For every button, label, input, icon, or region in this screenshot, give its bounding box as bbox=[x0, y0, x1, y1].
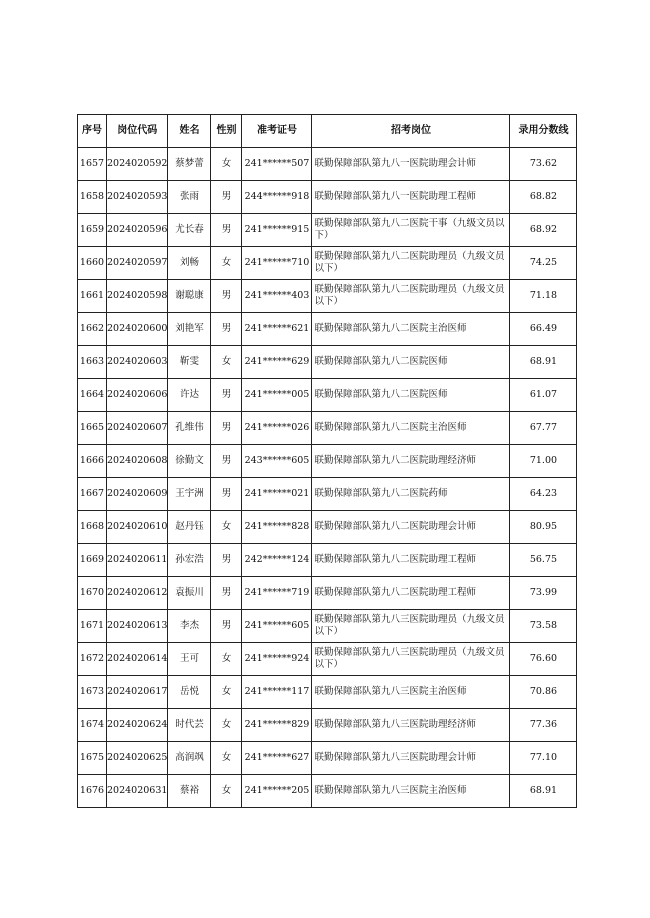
gender-cell: 女 bbox=[211, 643, 242, 676]
gender-cell: 女 bbox=[211, 709, 242, 742]
score-cell: 67.77 bbox=[510, 412, 577, 445]
table-row bbox=[78, 247, 577, 280]
gender-cell: 男 bbox=[211, 280, 242, 313]
table-row bbox=[78, 445, 577, 478]
serial-cell: 1676 bbox=[78, 775, 107, 808]
serial-cell: 1666 bbox=[78, 445, 107, 478]
serial-cell: 1670 bbox=[78, 577, 107, 610]
gender-cell: 女 bbox=[211, 511, 242, 544]
name-cell: 李杰 bbox=[168, 610, 211, 643]
gender-cell: 男 bbox=[211, 478, 242, 511]
serial-cell: 1664 bbox=[78, 379, 107, 412]
serial-cell: 1672 bbox=[78, 643, 107, 676]
position-cell bbox=[312, 643, 510, 676]
name-cell: 徐勤文 bbox=[168, 445, 211, 478]
position-text: 联勤保障部队第九八三医院助理员（九级文员以下） bbox=[314, 647, 505, 670]
position-code-cell: 2024020593 bbox=[107, 181, 168, 214]
table-row bbox=[78, 775, 577, 808]
table-row bbox=[78, 313, 577, 346]
header-position: 招考岗位 bbox=[312, 115, 510, 148]
position-cell bbox=[312, 544, 510, 577]
serial-cell: 1660 bbox=[78, 247, 107, 280]
name-cell: 时代芸 bbox=[168, 709, 211, 742]
score-cell: 64.23 bbox=[510, 478, 577, 511]
gender-cell: 女 bbox=[211, 775, 242, 808]
name-cell: 谢聪康 bbox=[168, 280, 211, 313]
position-cell bbox=[312, 181, 510, 214]
serial-cell: 1657 bbox=[78, 148, 107, 181]
table-row bbox=[78, 280, 577, 313]
score-cell: 68.91 bbox=[510, 775, 577, 808]
position-code-cell: 2024020598 bbox=[107, 280, 168, 313]
name-cell: 张雨 bbox=[168, 181, 211, 214]
serial-cell: 1675 bbox=[78, 742, 107, 775]
name-cell: 许达 bbox=[168, 379, 211, 412]
ticket-number-cell: 243******605 bbox=[242, 445, 312, 478]
position-code-cell: 2024020592 bbox=[107, 148, 168, 181]
gender-cell: 女 bbox=[211, 346, 242, 379]
ticket-number-cell: 241******710 bbox=[242, 247, 312, 280]
position-text: 联勤保障部队第九八三医院助理员（九级文员以下） bbox=[314, 614, 505, 637]
ticket-number-cell: 241******117 bbox=[242, 676, 312, 709]
position-code-cell: 2024020608 bbox=[107, 445, 168, 478]
serial-cell: 1662 bbox=[78, 313, 107, 346]
header-position-code: 岗位代码 bbox=[107, 115, 168, 148]
name-cell: 高润飒 bbox=[168, 742, 211, 775]
position-cell bbox=[312, 610, 510, 643]
gender-cell: 男 bbox=[211, 610, 242, 643]
position-cell bbox=[312, 709, 510, 742]
table-row bbox=[78, 643, 577, 676]
score-cell: 80.95 bbox=[510, 511, 577, 544]
ticket-number-cell: 241******005 bbox=[242, 379, 312, 412]
position-code-cell: 2024020597 bbox=[107, 247, 168, 280]
score-cell: 73.62 bbox=[510, 148, 577, 181]
gender-cell: 女 bbox=[211, 247, 242, 280]
position-text: 联勤保障部队第九八三医院助理经济师 bbox=[314, 719, 476, 730]
ticket-number-cell: 244******918 bbox=[242, 181, 312, 214]
ticket-number-cell: 241******026 bbox=[242, 412, 312, 445]
table-row bbox=[78, 478, 577, 511]
position-cell bbox=[312, 742, 510, 775]
header-gender: 性别 bbox=[211, 115, 242, 148]
header-row bbox=[78, 115, 577, 148]
score-cell: 71.18 bbox=[510, 280, 577, 313]
position-text: 联勤保障部队第九八三医院主治医师 bbox=[314, 785, 467, 796]
score-cell: 73.99 bbox=[510, 577, 577, 610]
table-row bbox=[78, 511, 577, 544]
position-cell bbox=[312, 346, 510, 379]
ticket-number-cell: 241******915 bbox=[242, 214, 312, 247]
position-cell bbox=[312, 379, 510, 412]
table-row bbox=[78, 742, 577, 775]
position-code-cell: 2024020617 bbox=[107, 676, 168, 709]
position-text: 联勤保障部队第九八二医院医师 bbox=[314, 389, 448, 400]
score-cell: 68.82 bbox=[510, 181, 577, 214]
serial-cell: 1667 bbox=[78, 478, 107, 511]
name-cell: 蔡裕 bbox=[168, 775, 211, 808]
position-text: 联勤保障部队第九八二医院助理员（九级文员以下） bbox=[314, 284, 505, 307]
gender-cell: 男 bbox=[211, 181, 242, 214]
position-text: 联勤保障部队第九八二医院药师 bbox=[314, 488, 448, 499]
ticket-number-cell: 242******124 bbox=[242, 544, 312, 577]
header-ticket-number: 准考证号 bbox=[242, 115, 312, 148]
name-cell: 王可 bbox=[168, 643, 211, 676]
score-cell: 70.86 bbox=[510, 676, 577, 709]
position-text: 联勤保障部队第九八二医院主治医师 bbox=[314, 422, 467, 433]
table-row bbox=[78, 214, 577, 247]
position-code-cell: 2024020606 bbox=[107, 379, 168, 412]
position-text: 联勤保障部队第九八二医院助理工程师 bbox=[314, 554, 476, 565]
ticket-number-cell: 241******719 bbox=[242, 577, 312, 610]
position-text: 联勤保障部队第九八二医院助理员（九级文员以下） bbox=[314, 251, 505, 274]
ticket-number-cell: 241******828 bbox=[242, 511, 312, 544]
name-cell: 孙宏浩 bbox=[168, 544, 211, 577]
position-code-cell: 2024020625 bbox=[107, 742, 168, 775]
position-code-cell: 2024020596 bbox=[107, 214, 168, 247]
position-cell bbox=[312, 214, 510, 247]
ticket-number-cell: 241******205 bbox=[242, 775, 312, 808]
position-code-cell: 2024020612 bbox=[107, 577, 168, 610]
name-cell: 王宇洲 bbox=[168, 478, 211, 511]
score-cell: 56.75 bbox=[510, 544, 577, 577]
gender-cell: 男 bbox=[211, 445, 242, 478]
table-row bbox=[78, 676, 577, 709]
ticket-number-cell: 241******924 bbox=[242, 643, 312, 676]
gender-cell: 女 bbox=[211, 676, 242, 709]
name-cell: 袁振川 bbox=[168, 577, 211, 610]
position-code-cell: 2024020600 bbox=[107, 313, 168, 346]
serial-cell: 1665 bbox=[78, 412, 107, 445]
ticket-number-cell: 241******021 bbox=[242, 478, 312, 511]
name-cell: 赵丹钰 bbox=[168, 511, 211, 544]
ticket-number-cell: 241******621 bbox=[242, 313, 312, 346]
ticket-number-cell: 241******629 bbox=[242, 346, 312, 379]
position-cell bbox=[312, 313, 510, 346]
serial-cell: 1673 bbox=[78, 676, 107, 709]
position-cell bbox=[312, 775, 510, 808]
serial-cell: 1671 bbox=[78, 610, 107, 643]
position-code-cell: 2024020613 bbox=[107, 610, 168, 643]
score-cell: 68.91 bbox=[510, 346, 577, 379]
table-row bbox=[78, 412, 577, 445]
serial-cell: 1659 bbox=[78, 214, 107, 247]
name-cell: 刘畅 bbox=[168, 247, 211, 280]
score-cell: 61.07 bbox=[510, 379, 577, 412]
name-cell: 靳雯 bbox=[168, 346, 211, 379]
ticket-number-cell: 241******507 bbox=[242, 148, 312, 181]
header-score-line: 录用分数线 bbox=[510, 115, 577, 148]
position-cell bbox=[312, 577, 510, 610]
table-row bbox=[78, 181, 577, 214]
name-cell: 尤长春 bbox=[168, 214, 211, 247]
gender-cell: 男 bbox=[211, 412, 242, 445]
position-cell bbox=[312, 445, 510, 478]
position-text: 联勤保障部队第九八二医院医师 bbox=[314, 356, 448, 367]
score-cell: 77.10 bbox=[510, 742, 577, 775]
position-code-cell: 2024020610 bbox=[107, 511, 168, 544]
position-code-cell: 2024020609 bbox=[107, 478, 168, 511]
position-text: 联勤保障部队第九八二医院主治医师 bbox=[314, 323, 467, 334]
gender-cell: 男 bbox=[211, 379, 242, 412]
position-text: 联勤保障部队第九八三医院主治医师 bbox=[314, 686, 467, 697]
position-code-cell: 2024020614 bbox=[107, 643, 168, 676]
score-cell: 73.58 bbox=[510, 610, 577, 643]
table-row bbox=[78, 148, 577, 181]
table-row bbox=[78, 379, 577, 412]
name-cell: 蔡梦蕾 bbox=[168, 148, 211, 181]
position-text: 联勤保障部队第九八二医院干事（九级文员以下） bbox=[314, 218, 505, 241]
position-cell bbox=[312, 247, 510, 280]
position-text: 联勤保障部队第九八二医院助理工程师 bbox=[314, 587, 476, 598]
position-cell bbox=[312, 148, 510, 181]
ticket-number-cell: 241******627 bbox=[242, 742, 312, 775]
score-cell: 68.92 bbox=[510, 214, 577, 247]
serial-cell: 1663 bbox=[78, 346, 107, 379]
serial-cell: 1668 bbox=[78, 511, 107, 544]
header-name: 姓名 bbox=[168, 115, 211, 148]
position-cell bbox=[312, 676, 510, 709]
gender-cell: 女 bbox=[211, 148, 242, 181]
ticket-number-cell: 241******403 bbox=[242, 280, 312, 313]
score-cell: 74.25 bbox=[510, 247, 577, 280]
position-text: 联勤保障部队第九八一医院助理会计师 bbox=[314, 158, 476, 169]
gender-cell: 男 bbox=[211, 544, 242, 577]
position-cell bbox=[312, 280, 510, 313]
header-serial: 序号 bbox=[78, 115, 107, 148]
position-cell bbox=[312, 412, 510, 445]
position-cell bbox=[312, 478, 510, 511]
score-cell: 66.49 bbox=[510, 313, 577, 346]
name-cell: 孔维伟 bbox=[168, 412, 211, 445]
table-row bbox=[78, 577, 577, 610]
serial-cell: 1674 bbox=[78, 709, 107, 742]
position-cell bbox=[312, 511, 510, 544]
name-cell: 刘艳军 bbox=[168, 313, 211, 346]
position-text: 联勤保障部队第九八一医院助理工程师 bbox=[314, 191, 476, 202]
table-row bbox=[78, 544, 577, 577]
gender-cell: 女 bbox=[211, 742, 242, 775]
serial-cell: 1658 bbox=[78, 181, 107, 214]
serial-cell: 1669 bbox=[78, 544, 107, 577]
position-text: 联勤保障部队第九八三医院助理会计师 bbox=[314, 752, 476, 763]
recruitment-table bbox=[77, 114, 577, 808]
gender-cell: 男 bbox=[211, 577, 242, 610]
position-code-cell: 2024020603 bbox=[107, 346, 168, 379]
score-cell: 76.60 bbox=[510, 643, 577, 676]
position-code-cell: 2024020607 bbox=[107, 412, 168, 445]
position-text: 联勤保障部队第九八二医院助理经济师 bbox=[314, 455, 476, 466]
table-row bbox=[78, 709, 577, 742]
name-cell: 岳悦 bbox=[168, 676, 211, 709]
ticket-number-cell: 241******605 bbox=[242, 610, 312, 643]
score-cell: 77.36 bbox=[510, 709, 577, 742]
table-row bbox=[78, 346, 577, 379]
serial-cell: 1661 bbox=[78, 280, 107, 313]
ticket-number-cell: 241******829 bbox=[242, 709, 312, 742]
table-row bbox=[78, 610, 577, 643]
gender-cell: 男 bbox=[211, 214, 242, 247]
position-code-cell: 2024020611 bbox=[107, 544, 168, 577]
position-text: 联勤保障部队第九八二医院助理会计师 bbox=[314, 521, 476, 532]
score-cell: 71.00 bbox=[510, 445, 577, 478]
position-code-cell: 2024020624 bbox=[107, 709, 168, 742]
gender-cell: 男 bbox=[211, 313, 242, 346]
position-code-cell: 2024020631 bbox=[107, 775, 168, 808]
